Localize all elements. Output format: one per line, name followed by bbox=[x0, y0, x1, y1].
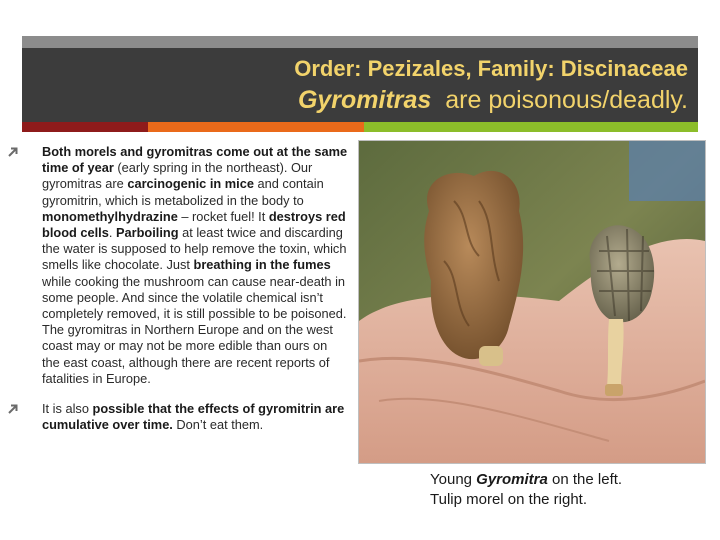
title-top-strip bbox=[22, 36, 698, 48]
bullet-emphasis: Parboiling bbox=[115, 225, 179, 241]
bullet-emphasis: destroys red blood cells bbox=[42, 208, 346, 241]
bullet-emphasis: Both morels and gyromitras come out at the same time of year bbox=[42, 144, 348, 176]
title-rest: are poisonous/deadly. bbox=[431, 86, 688, 114]
slide-title-line1: Order: Pezizales, Family: Discinaceae bbox=[294, 56, 688, 81]
bullet-emphasis: carcinogenic in mice bbox=[127, 176, 254, 192]
bullet-run: at least twice and discarding the water is supposed to help remove the toxin, which smells like chocolate. Just bbox=[42, 225, 347, 273]
bullet-run: . bbox=[108, 225, 116, 241]
title-bar bbox=[22, 48, 698, 122]
slide-title-line2 bbox=[298, 86, 688, 115]
bullet-run: while cooking the mushroom can cause near-death in some people. And since the volatile chemical isn’t completely removed, it is still possible to be poisoned. The gyromitras in Northern Europe and on the west coast may or may not be more edible than ours on the east coast, although there are recent reports of fatalities in Europe. bbox=[42, 273, 347, 386]
accent-bar-red bbox=[22, 122, 148, 132]
bullet-item bbox=[4, 144, 348, 387]
caption-line1-pre: Young bbox=[430, 471, 477, 488]
caption-line2: Tulip morel on the right. bbox=[430, 491, 588, 508]
bullet-emphasis: monomethylhydrazine bbox=[42, 208, 178, 224]
title-genus: Gyromitras bbox=[297, 86, 432, 114]
bullet-emphasis: possible that the effects of gyromitrin are cumulative over time. bbox=[42, 401, 345, 433]
mushroom-photo-illustration bbox=[359, 141, 705, 463]
bullet-run: It is also bbox=[42, 401, 93, 417]
caption-genus: Gyromitra bbox=[476, 471, 548, 488]
accent-bar-green bbox=[364, 122, 698, 132]
caption-line1-post: on the left. bbox=[547, 471, 623, 488]
bullet-arrow-icon bbox=[6, 145, 20, 159]
bullet-run: Don’t eat them. bbox=[172, 417, 264, 433]
bullet-run: (early spring in the northeast). Our gyromitras are bbox=[42, 160, 313, 192]
mushroom-photo bbox=[358, 140, 706, 464]
bullet-list bbox=[4, 144, 348, 433]
photo-caption bbox=[430, 470, 622, 510]
accent-color-bars bbox=[22, 122, 698, 132]
bullet-item bbox=[4, 401, 348, 433]
bullet-text-1 bbox=[42, 144, 347, 386]
accent-bar-orange bbox=[148, 122, 364, 132]
caption-line1 bbox=[430, 470, 622, 490]
bullet-run: – rocket fuel! It bbox=[177, 208, 269, 224]
bullet-arrow-icon bbox=[6, 402, 20, 416]
bullet-text-2 bbox=[42, 401, 344, 432]
bullet-emphasis: breathing in the fumes bbox=[193, 257, 331, 273]
bullet-run: and contain gyromitrin, which is metabolized in the body to bbox=[42, 176, 324, 208]
